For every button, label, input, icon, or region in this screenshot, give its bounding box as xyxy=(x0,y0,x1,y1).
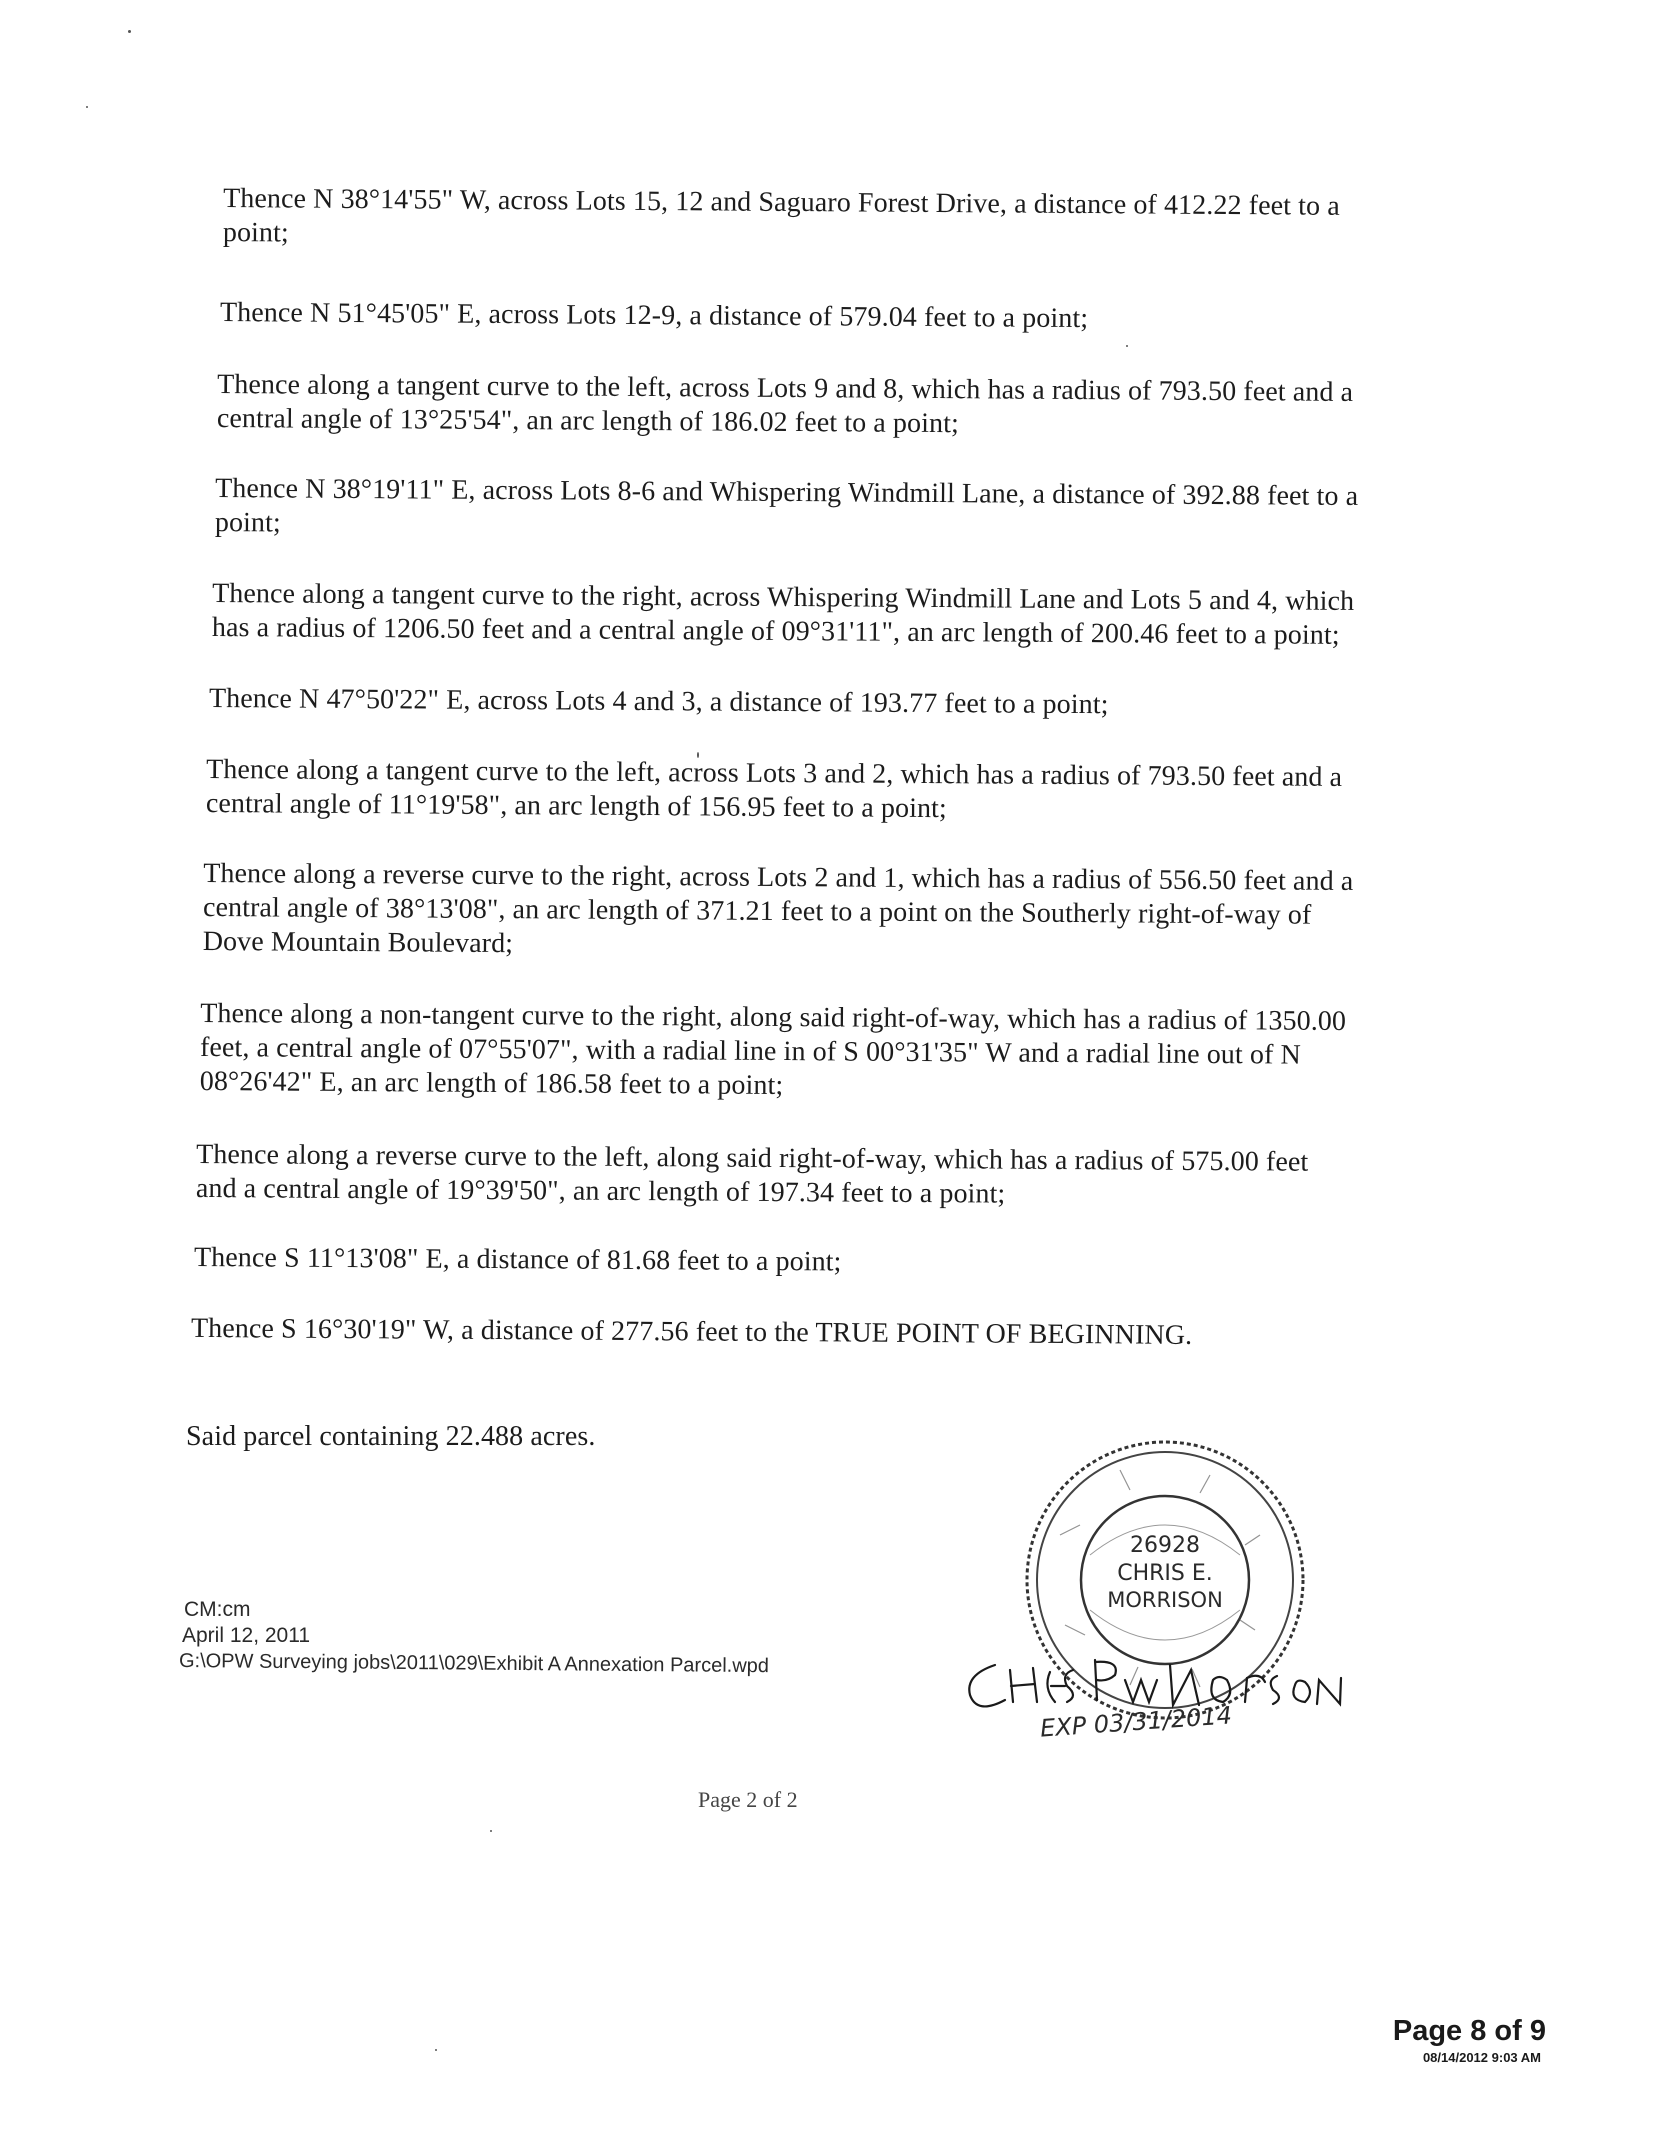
legal-description-paragraph: Thence S 16°30'19" W, a distance of 277.56 feet to the TRUE POINT OF BEGINNING. xyxy=(190,1312,1193,1351)
seal-name-line2: MORRISON xyxy=(1107,1588,1223,1612)
legal-description-paragraph: Thence along a reverse curve to the right, across Lots 2 and 1, which has a radius of 556.50 feet and a central angle of 38°13'08", an arc length of 371.21 feet to a point on the Southerly right-of-way of Dove Mountain Boulevard; xyxy=(202,857,1354,960)
scan-speck xyxy=(435,2049,437,2051)
legal-description-paragraph: Thence along a tangent curve to the left, across Lots 9 and 8, which has a radius of 793.50 feet and a central angle of 13°25'54", an arc length of 186.02 feet to a point; xyxy=(216,369,1354,440)
scan-speck xyxy=(490,1830,492,1832)
seal-license-number: 26928 xyxy=(1130,1533,1200,1558)
legal-description-paragraph: Thence N 51°45'05" E, across Lots 12-9, a distance of 579.04 feet to a point; xyxy=(219,297,1089,335)
legal-description-paragraph: Thence S 11°13'08" E, a distance of 81.68 feet to a point; xyxy=(193,1241,842,1278)
license-expiration: EXP 03/31/2014 xyxy=(1039,1701,1233,1743)
scan-speck xyxy=(128,30,131,33)
footer-date: April 12, 2011 xyxy=(182,1624,311,1647)
legal-description-paragraph: Thence along a reverse curve to the left, along said right-of-way, which has a radius of 575.00 feet and a central angle of 19°39'50", an arc length of 197.34 feet to a point; xyxy=(195,1138,1309,1210)
legal-description-paragraph: Thence N 47°50'22" E, across Lots 4 and 3, a distance of 193.77 feet to a point; xyxy=(208,682,1109,721)
page-print-timestamp: 08/14/2012 9:03 AM xyxy=(1422,2050,1541,2065)
seal-name-line1: CHRIS E. xyxy=(1117,1561,1213,1586)
legal-description-paragraph: Thence along a non-tangent curve to the right, along said right-of-way, which has a radius of 1350.00 feet, a central angle of 07°55'07", with a radial line in of S 00°31'35" W and a radial line out of N 08°26'42" E, an arc length of 186.58 feet to a point; xyxy=(199,997,1347,1102)
scan-speck xyxy=(1126,345,1128,347)
scan-speck xyxy=(86,106,88,108)
footer-initials: CM:cm xyxy=(184,1598,251,1621)
legal-description-paragraph: Thence along a tangent curve to the right, across Whispering Windmill Lane and Lots 5 and 4, which has a radius of 1206.50 feet and a central angle of 09°31'11", an arc length of 200.46 feet to a point; xyxy=(211,577,1355,651)
legal-description-paragraph: Thence N 38°19'11" E, across Lots 8-6 and Whispering Windmill Lane, a distance of 392.88 feet to a point; xyxy=(214,473,1359,539)
page-number-label: Page 8 of 9 xyxy=(1392,2015,1546,2047)
legal-description-paragraph: Thence along a tangent curve to the left, across Lots 3 and 2, which has a radius of 793.50 feet and a central angle of 11°19'58", an arc length of 156.95 feet to a point; xyxy=(205,753,1343,825)
legal-description-paragraph: Thence N 38°14'55" W, across Lots 15, 12 and Saguaro Forest Drive, a distance of 412.22 feet to a point; xyxy=(222,183,1340,249)
page-count-centered: Page 2 of 2 xyxy=(698,1787,798,1812)
footer-file-path: G:\OPW Surveying jobs\2011\029\Exhibit A Annexation Parcel.wpd xyxy=(178,1650,770,1678)
parcel-summary: Said parcel containing 22.488 acres. xyxy=(186,1421,596,1452)
